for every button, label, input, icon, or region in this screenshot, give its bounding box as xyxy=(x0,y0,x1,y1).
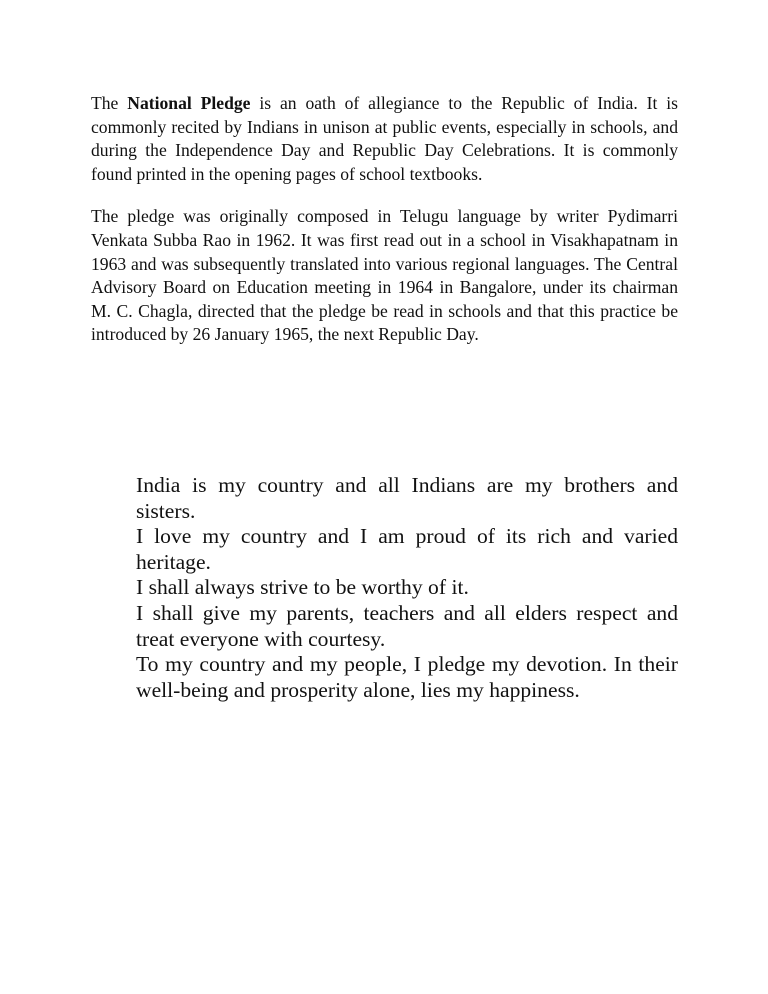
intro-p1-prefix: The xyxy=(91,93,128,113)
pledge-text xyxy=(136,473,678,703)
pledge-line: I shall always strive to be worthy of it. xyxy=(136,575,469,600)
intro-p1-rest: is an oath of allegiance to the Republic of India. It is commonly recited by Indians in unison at public events, especially in schools, and during the Independence Day and Republic Day Celebrations. It is commonly found printed in the opening pages of school textbooks. xyxy=(91,93,678,184)
pledge-line: I love my country and I am proud of its rich and varied heritage. xyxy=(136,524,678,574)
pledge-line: India is my country and all Indians are my brothers and sisters. xyxy=(136,473,678,523)
intro-paragraph-2: The pledge was originally composed in Telugu language by writer Pydimarri Venkata Subba Rao in 1962. It was first read out in a school in Visakhapatnam in 1963 and was subsequently translated into various regional languages. The Central Advisory Board on Education meeting in 1964 in Bangalore, under its chairman M. C. Chagla, directed that the pledge be read in schools and that this practice be introduced by 26 January 1965, the next Republic Day. xyxy=(91,206,678,345)
intro-paragraph-1 xyxy=(91,92,678,186)
pledge-line: To my country and my people, I pledge my devotion. In their well-being and prosperity alone, lies my happiness. xyxy=(136,652,678,702)
pledge-line: I shall give my parents, teachers and all elders respect and treat everyone with courtesy. xyxy=(136,600,678,651)
intro-p1-bold-term: National Pledge xyxy=(127,93,251,113)
intro-section xyxy=(91,92,678,347)
